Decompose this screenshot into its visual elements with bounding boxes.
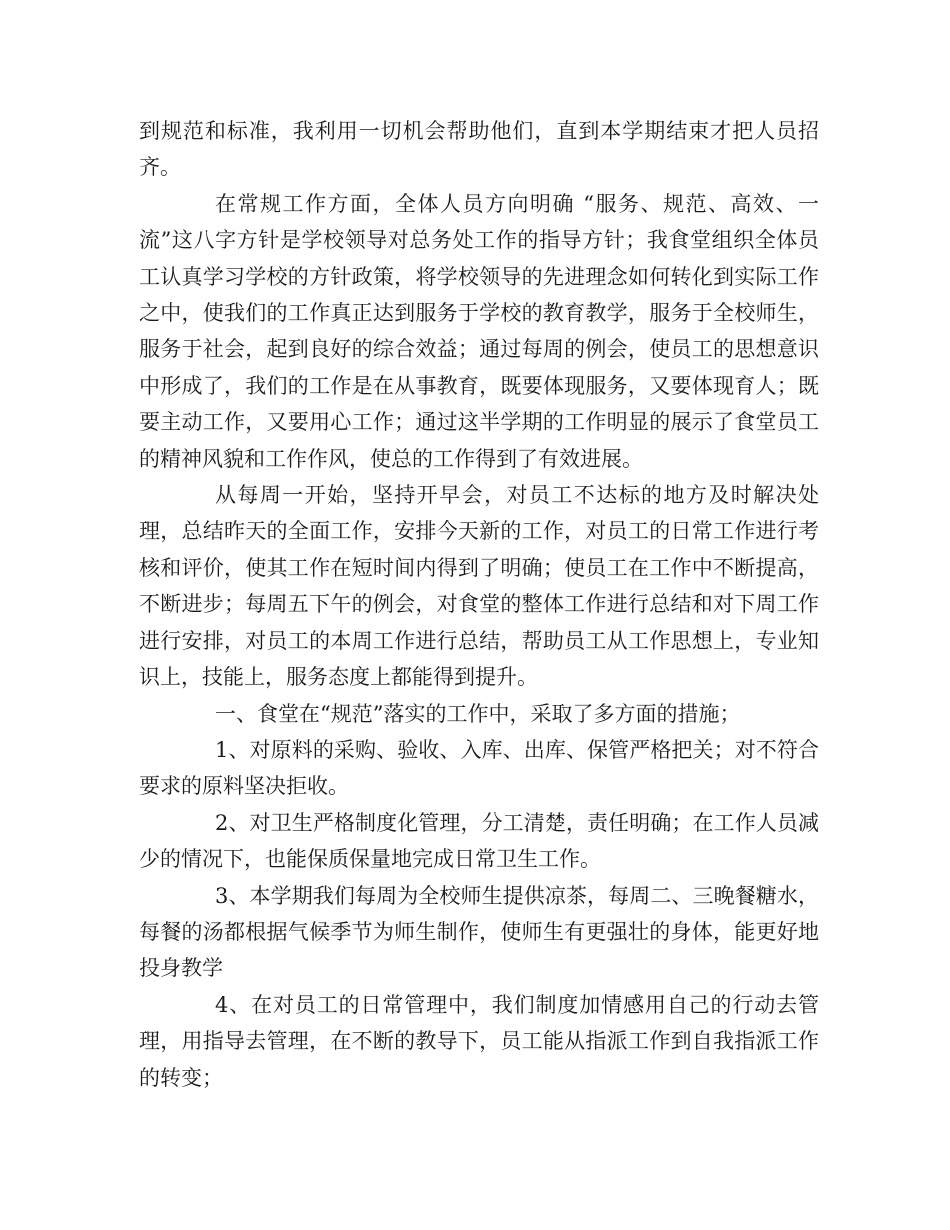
list-item-3: 3、本学期我们每周为全校师生提供凉茶，每周二、三晚餐糖水，每餐的汤都根据气候季节为师生制作，使师生有更强壮的身体，能更好地投身教学: [139, 883, 819, 981]
paragraph-continuation: 到规范和标准，我利用一切机会帮助他们，直到本学期结束才把人员招齐。: [139, 119, 819, 180]
paragraph-routine-work: 在常规工作方面，全体人员方向明确 “服务、规范、高效、一流”这八字方针是学校领导对总务处工作的指导方针；我食堂组织全体员工认真学习学校的方针政策，将学校领导的先进理念如何转化到实际工作之中，使我们的工作真正达到服务于学校的教育教学，服务于全校师生，服务于社会，起到良好的综合效益；通过每周的例会，使员工的思想意识中形成了，我们的工作是在从事教育，既要体现服务，又要体现育人；既要主动工作，又要用心工作；通过这半学期的工作明显的展示了食堂员工的精神风貌和工作作风，使总的工作得到了有效进展。: [139, 191, 819, 471]
list-item-4: 4、在对员工的日常管理中，我们制度加情感用自己的行动去管理，用指导去管理，在不断的教导下，员工能从指派工作到自我指派工作的转变；: [139, 992, 819, 1090]
paragraph-weekly-meetings: 从每周一开始，坚持开早会，对员工不达标的地方及时解决处理，总结昨天的全面工作，安排今天新的工作，对员工的日常工作进行考核和评价，使其工作在短时间内得到了明确；使员工在工作中不断提高，不断进步；每周五下午的例会，对食堂的整体工作进行总结和对下周工作进行安排，对员工的本周工作进行总结，帮助员工从工作思想上，专业知识上，技能上，服务态度上都能得到提升。: [139, 483, 819, 690]
list-item-1: 1、对原料的采购、验收、入库、出库、保管严格把关；对不符合要求的原料坚决拒收。: [139, 737, 819, 799]
list-item-2: 2、对卫生严格制度化管理，分工清楚，责任明确；在工作人员减少的情况下，也能保质保量地完成日常卫生工作。: [139, 810, 819, 872]
section-heading-standards: 一、食堂在“规范”落实的工作中，采取了多方面的措施；: [215, 701, 741, 726]
document-body: [139, 113, 819, 1096]
